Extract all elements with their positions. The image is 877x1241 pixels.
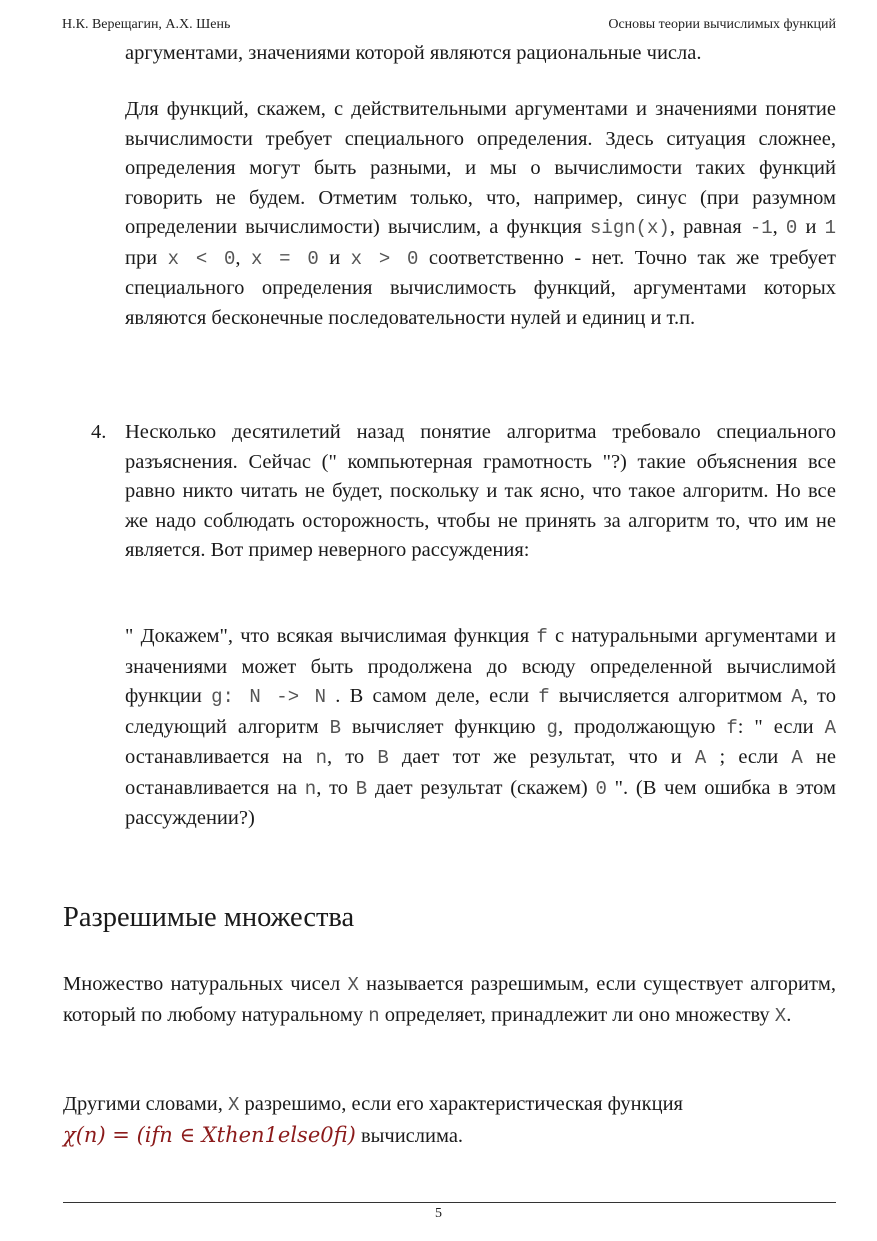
code-n: n xyxy=(304,777,317,800)
text: ; если xyxy=(706,746,792,768)
text: Другими словами, xyxy=(63,1093,228,1115)
text: : " если xyxy=(737,715,825,738)
running-header-authors: Н.К. Верещагин, А.Х. Шень xyxy=(62,17,231,32)
text: , равная xyxy=(669,216,750,238)
text: " Докажем", что всякая вычислимая функция xyxy=(125,625,537,647)
text: , то следующий алгоритм xyxy=(125,685,836,738)
text: и xyxy=(797,216,825,238)
paragraph-real-functions xyxy=(125,95,836,333)
text: Для функций, скажем, с действительными аргументами и значениями понятие вычислимости требует специального определения. Здесь ситуация сложнее, определения могут быть разными, и мы о вычислимости таких функций говорить не будем. Отметим только, что, например, синус (при разумном определении вычислимости) вычислим, а функция xyxy=(125,98,836,238)
text: с натуральными аргументами и значениями может быть продолжена до всюду определенной вычислимой функции xyxy=(125,625,836,707)
text: соответственно - нет. Точно так же требует специального определения вычислимость функций, аргументами которых являются бесконечные последовательности нулей и единиц и т.п. xyxy=(125,246,836,329)
text: , продолжающую xyxy=(557,715,727,738)
code-x-greater: x > 0 xyxy=(350,247,419,270)
code-A: A xyxy=(791,686,803,708)
formula-characteristic-function: χ(n) = (ifn ∈ Xthen1else0fi) xyxy=(63,1122,356,1147)
code-A: A xyxy=(694,747,707,769)
code-B: B xyxy=(355,777,368,800)
text: определяет, принадлежит ли оно множеству xyxy=(379,1003,775,1026)
paragraph-characteristic xyxy=(63,1090,836,1151)
code-one: 1 xyxy=(824,217,836,239)
text: вычисляется алгоритмом xyxy=(549,685,792,707)
text: останавливается на xyxy=(125,746,316,768)
text: ". (В чем ошибка в этом рассуждении?) xyxy=(125,776,837,829)
code-f: f xyxy=(538,686,550,708)
text: вычисляет функцию xyxy=(340,715,547,738)
text: дает результат (скажем) xyxy=(367,776,596,799)
text: разрешимо, если его характеристическая функция xyxy=(239,1093,683,1115)
code-X: X xyxy=(347,974,359,996)
text: . xyxy=(786,1003,792,1026)
code-g-signature: g: N -> N xyxy=(211,686,326,708)
page-number: 5 xyxy=(435,1206,442,1221)
text: вычислима. xyxy=(355,1124,464,1147)
code-B: B xyxy=(377,747,389,769)
text: . В самом деле, если xyxy=(326,685,539,707)
section-heading: Разрешимые множества xyxy=(63,902,355,933)
footer-divider xyxy=(63,1202,836,1203)
code-X: X xyxy=(774,1004,787,1027)
code-f: f xyxy=(536,626,548,648)
text: не останавливается на xyxy=(125,746,836,799)
code-sign: sign(x) xyxy=(590,217,670,239)
text: , xyxy=(772,216,786,238)
text: , xyxy=(235,246,251,269)
list-number-4: 4. xyxy=(91,421,107,443)
paragraph-definition xyxy=(63,970,836,1031)
text: и xyxy=(318,246,351,269)
code-g: g xyxy=(546,716,558,739)
code-A: A xyxy=(791,747,803,769)
code-B: B xyxy=(329,716,341,739)
code-zero: 0 xyxy=(595,777,607,800)
code-X: X xyxy=(227,1094,240,1116)
running-header-title: Основы теории вычислимых функций xyxy=(608,17,836,32)
code-zero: 0 xyxy=(785,217,798,239)
code-minus-one: -1 xyxy=(749,217,773,239)
list-item-4-text: Несколько десятилетий назад понятие алгоритма требовало специального разъяснения. Сейчас (" компьютерная грамотность "?) такие объяснения все равно никто читать не будет, поскольку и так ясно, что такое алгоритм. Но все же надо соблюдать осторожность, чтобы не принять за алгоритм то, что им не является. Вот пример неверного рассуждения: xyxy=(125,421,836,561)
code-f: f xyxy=(726,716,738,739)
code-x-equal: x = 0 xyxy=(251,247,319,270)
code-x-less: x < 0 xyxy=(167,247,236,270)
text: Множество натуральных чисел xyxy=(63,973,348,995)
text: , то xyxy=(326,746,378,768)
code-n: n xyxy=(315,747,327,769)
code-A: A xyxy=(824,716,836,739)
code-n: n xyxy=(368,1004,380,1027)
text: называется разрешимым, если существует алгоритм, который по любому натуральному xyxy=(63,973,836,1026)
text: дает тот же результат, что и xyxy=(388,746,695,768)
continued-line: аргументами, значениями которой являются рациональные числа. xyxy=(125,42,702,64)
text: при xyxy=(125,246,168,269)
text: , то xyxy=(316,776,356,799)
paragraph-false-proof xyxy=(125,622,836,834)
